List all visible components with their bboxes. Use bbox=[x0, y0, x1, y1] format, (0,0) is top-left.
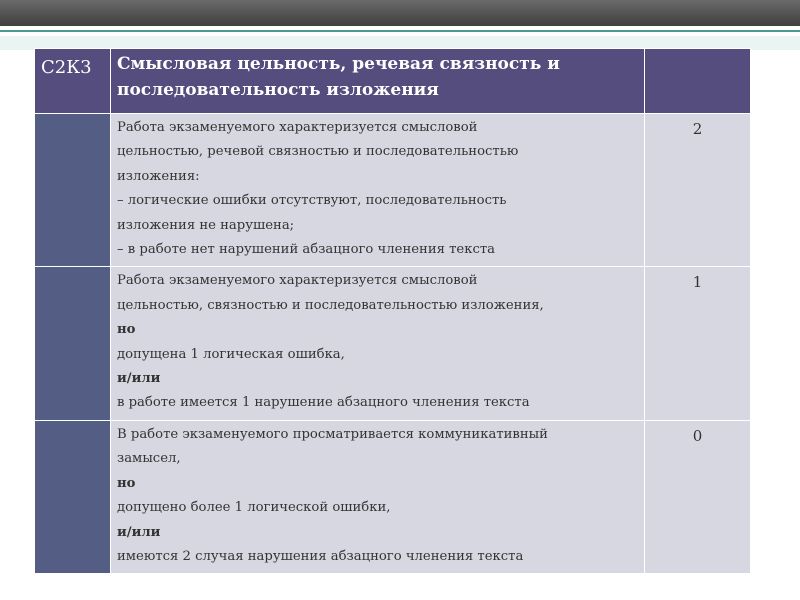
description-line: изложения не нарушена; bbox=[117, 217, 295, 233]
table-row bbox=[35, 114, 751, 267]
description-line: и/или bbox=[117, 371, 161, 387]
table-row bbox=[35, 267, 751, 420]
description-line: – логические ошибки отсутствуют, последовательность bbox=[117, 193, 507, 209]
score-value: 0 bbox=[645, 420, 751, 573]
description-line: но bbox=[117, 322, 136, 338]
score-header-cell bbox=[645, 49, 751, 114]
description-line: в работе имеется 1 нарушение абзацного членения текста bbox=[117, 395, 530, 411]
slide-accent-line bbox=[0, 30, 800, 32]
description-line: допущена 1 логическая ошибка, bbox=[117, 346, 345, 362]
score-value: 2 bbox=[645, 114, 751, 267]
description-line: имеются 2 случая нарушения абзацного членения текста bbox=[117, 548, 524, 564]
description-line: и/или bbox=[117, 524, 161, 540]
criteria-table bbox=[34, 48, 751, 574]
description-line: – в работе нет нарушений абзацного членения текста bbox=[117, 242, 496, 258]
criterion-title-line-2: последовательность изложения bbox=[117, 80, 439, 100]
score-value: 1 bbox=[645, 267, 751, 420]
description-line: цельностью, речевой связностью и последовательностью bbox=[117, 144, 519, 160]
description-line: но bbox=[117, 475, 136, 491]
description-line: В работе экзаменуемого просматривается коммуникативный bbox=[117, 426, 548, 442]
row-marker-cell bbox=[35, 267, 111, 420]
table-header-row bbox=[35, 49, 751, 114]
description-line: изложения: bbox=[117, 168, 200, 184]
row-marker-cell bbox=[35, 420, 111, 573]
criterion-code: С2К3 bbox=[35, 49, 111, 114]
slide-top-bar bbox=[0, 0, 800, 26]
criterion-title bbox=[111, 49, 645, 114]
criterion-description bbox=[111, 114, 645, 267]
criterion-description bbox=[111, 267, 645, 420]
criterion-title-line-1: Смысловая цельность, речевая связность и bbox=[117, 54, 560, 74]
row-marker-cell bbox=[35, 114, 111, 267]
description-line: цельностью, связностью и последовательностью изложения, bbox=[117, 297, 544, 313]
criterion-description bbox=[111, 420, 645, 573]
description-line: Работа экзаменуемого характеризуется смысловой bbox=[117, 120, 478, 135]
table-row bbox=[35, 420, 751, 573]
description-line: Работа экзаменуемого характеризуется смысловой bbox=[117, 273, 478, 289]
description-line: замысел, bbox=[117, 451, 181, 467]
description-line: допущено более 1 логической ошибки, bbox=[117, 500, 391, 516]
